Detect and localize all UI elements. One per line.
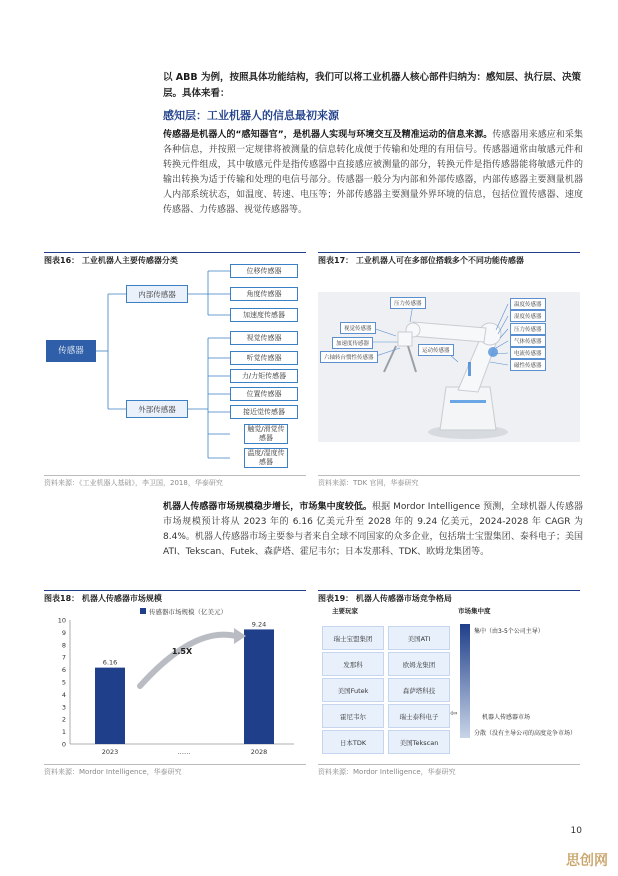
company-box: 霍尼韦尔 (322, 704, 384, 728)
growth-arrow (140, 635, 236, 686)
figure19-source: 资料来源：Mordor Intelligence，华泰研究 (318, 764, 580, 777)
y-tick-label: 5 (61, 678, 66, 687)
sensor-label: 运动传感器 (418, 344, 454, 356)
tree-leaf: 视觉传感器 (230, 331, 298, 345)
tree-leaf: 听觉传感器 (230, 351, 298, 365)
paragraph-sensors-lead: 传感器是机器人的“感知器官”，是机器人实现与环境交互及精准运动的信息来源。 (163, 130, 493, 140)
sensor-label: 加速度传感器 (332, 337, 373, 349)
figure16-tree (44, 266, 306, 471)
concentrated-label: 集中（由3-5个公司主导） (474, 628, 544, 635)
concentration-scale (460, 624, 470, 738)
bar (244, 629, 274, 744)
y-tick-label: 4 (61, 690, 66, 699)
y-tick-label: 8 (61, 641, 66, 650)
figure18-title: 图表18： 机器人传感器市场规模 (44, 590, 306, 604)
intro-paragraph: 以 ABB 为例，按照具体功能结构，我们可以将工业机器人核心部件归纳为：感知层、执行层、决策层。具体来看： (163, 72, 581, 99)
sensor-label: 电流传感器 (510, 347, 546, 359)
sensor-label: 视觉传感器 (340, 322, 376, 334)
company-box: 瑞士宝盟集团 (322, 626, 384, 650)
company-box: 日本TDK (322, 730, 384, 754)
company-box: 美国Tekscan (388, 730, 450, 754)
bar (95, 668, 125, 744)
figure19-title: 图表19： 机器人传感器市场竞争格局 (318, 590, 580, 604)
tree-leaf: 加速度传感器 (230, 308, 298, 322)
company-box: 美国Futek (322, 678, 384, 702)
sensor-label: 磁性传感器 (510, 359, 546, 371)
company-box: 瑞士泰科电子 (388, 704, 450, 728)
tree-leaf: 温度/湿度传感器 (244, 448, 288, 468)
paragraph-sensors-body: 传感器用来感应和采集各种信息，并按照一定规律将被测量的信息转化成便于传输和处理的有用信号。传感器通常由敏感元件和转换元件组成，其中敏感元件是指传感器中直接感应被测量的部分，转换元件是指传感器能将敏感元件的输出转换为适于传输和处理的电信号部分。传感器一般分为内部和外部传感器，内部传感器主要测量机器人内部系统状态，如温度、转速、电压等；外部传感器主要测量外界环境的信息，包括位置传感器、速度传感器、力传感器、视觉传感器等。 (163, 130, 583, 215)
y-tick-label: 0 (61, 740, 66, 749)
figure18-source: 资料来源：Mordor Intelligence，华泰研究 (44, 764, 306, 777)
tree-leaf: 接近觉传感器 (230, 405, 298, 419)
market-size-chart (44, 606, 306, 758)
page-number: 10 (570, 826, 582, 836)
company-box: 欧姆龙集团 (388, 652, 450, 676)
y-tick-label: 3 (61, 703, 66, 712)
tree-leaf: 位移传感器 (230, 264, 298, 278)
sensor-label: 气体传感器 (510, 335, 546, 347)
watermark: 思创网 (566, 853, 608, 869)
fragmented-label: 分散（没有主导公司的高度竞争市场） (474, 730, 577, 737)
players-header: 主要玩家 (332, 607, 358, 615)
sensor-label: 六轴转台惯性传感器 (320, 351, 378, 363)
arrow-left-icon: ⇦ (450, 709, 458, 719)
y-tick-label: 9 (61, 628, 66, 637)
tree-internal: 内部传感器 (126, 285, 188, 303)
tree-root: 传感器 (46, 340, 96, 362)
bar-chart-svg (44, 606, 306, 758)
x-ellipsis-label: …… (177, 748, 191, 756)
paragraph-market (163, 500, 583, 560)
paragraph-sensors (163, 128, 583, 218)
sensor-label: 压力传感器 (510, 323, 546, 335)
growth-label: 1.5X (171, 647, 193, 656)
y-tick-label: 7 (61, 653, 66, 662)
legend-label: 传感器市场规模（亿美元） (149, 608, 227, 616)
x-tick-label: 2028 (250, 748, 268, 756)
tree-external: 外部传感器 (126, 400, 188, 418)
sensor-label: 温度传感器 (510, 298, 546, 310)
tree-leaf: 力/力矩传感器 (230, 369, 298, 383)
figure17-source: 资料来源：TDK 官网，华泰研究 (318, 475, 580, 488)
legend-swatch (140, 608, 146, 614)
y-tick-label: 6 (61, 666, 66, 675)
competition-landscape (318, 606, 580, 758)
y-tick-label: 2 (61, 715, 66, 724)
tree-leaf: 触觉/滑觉传感器 (244, 424, 288, 444)
y-tick-label: 10 (57, 616, 66, 625)
tree-leaf: 位置传感器 (230, 387, 298, 401)
company-box: 美国ATI (388, 626, 450, 650)
bar-value-label: 6.16 (102, 658, 118, 667)
bar-value-label: 9.24 (251, 620, 267, 629)
section-title: 感知层：工业机器人的信息最初来源 (163, 109, 339, 122)
paragraph-market-lead: 机器人传感器市场规模稳步增长，市场集中度较低。 (163, 502, 372, 512)
figure16-source: 资料来源：《工业机器人基础》，李卫国，2018，华泰研究 (44, 475, 306, 488)
paragraph-market-body: 根据 Mordor Intelligence 预测，全球机器人传感器市场规模预计将从 2023 年的 6.16 亿美元升至 2028 年的 9.24 亿美元，2024-2028 年 CAGR 为 8.4%。机器人传感器市场主要参与者来自全球不同国家的众多企业，包括瑞士宝盟集团、泰科电子；美国 ATI、Tekscan、Futek、森萨塔、霍尼韦尔；日本发那科、TDK、欧姆龙集团等。 (163, 502, 583, 557)
tree-leaf: 角度传感器 (230, 287, 298, 301)
sensor-label: 湿度传感器 (510, 310, 546, 322)
company-box: 森萨塔科技 (388, 678, 450, 702)
figure16-title: 图表16： 工业机器人主要传感器分类 (44, 252, 306, 266)
company-box: 发那科 (322, 652, 384, 676)
sensor-label: 压力传感器 (390, 297, 426, 309)
market-marker-label: 机器人传感器市场 (482, 714, 531, 721)
y-tick-label: 1 (61, 728, 66, 737)
figure17-title: 图表17： 工业机器人可在多部位搭载多个不同功能传感器 (318, 252, 580, 266)
x-tick-label: 2023 (101, 748, 119, 756)
concentration-header: 市场集中度 (458, 607, 491, 615)
robot-arm-image (318, 292, 580, 442)
